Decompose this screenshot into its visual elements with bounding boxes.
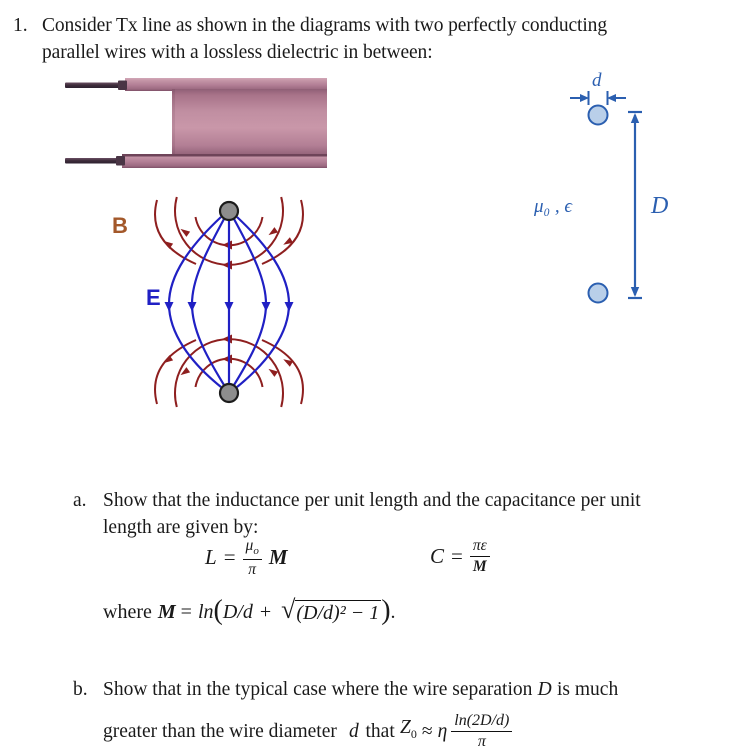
bottom-wire-circle [589,284,608,303]
d-dimension [570,91,626,105]
problem-title [13,12,713,66]
d-symbol: d [348,720,359,742]
D-over-d-arg: D/d [222,600,253,623]
top-wire-circle [589,106,608,125]
D-symbol: D [537,679,552,700]
close-paren: ) [381,595,391,626]
d-dimension-arrowheads [580,94,616,102]
where-M-definition [103,595,396,626]
M-factor: M [268,545,288,570]
medium-label: μ₀ , ϵ [534,196,573,217]
ln-function: ln [197,600,214,623]
period: . [390,600,396,623]
ln2Dd-over-pi-fraction: $\frac{\ln(2D/d)}{\pi}$ [451,713,512,750]
mu-over-pi-fraction: $\frac{\mu_o}{\pi}$ [243,538,262,578]
Z0-symbol: $Z_0$ [400,717,417,741]
capacitance-formula [430,538,490,574]
part-b-line1: Show that in the typical case where the wire separation D is much [103,679,619,700]
title-line2: parallel wires with a lossless dielectric in between: [42,42,433,63]
equals-sign: = [223,545,236,570]
pi-eps-over-M-fraction: $\frac{\pi\varepsilon}{M}$ [470,538,490,574]
part-b-line2: greater than the wire diameter d that $Z_0$ ≈ η $\frac{\ln(2D/d)}{\pi}$ [103,708,618,754]
D-label: D [651,193,669,219]
part-a [73,487,723,541]
wire-separation-figure [528,70,683,315]
approx-sign: ≈ [421,720,433,742]
d-label: d [592,70,602,91]
L-symbol: L [205,545,217,570]
title-line1: Consider Tx line as shown in the diagrams with two perfectly conducting [42,15,607,36]
sqrt-sign: √ [281,595,296,624]
part-a-label: a. [73,490,87,511]
where-word: where [103,600,152,623]
D-dimension [628,112,642,298]
conductor-wires [65,81,127,166]
inductance-formula [205,538,288,578]
equals-sign: = [451,543,463,568]
M-symbol: M [157,600,176,623]
eta-symbol: η [437,720,448,742]
problem-statement [42,12,607,66]
dielectric-slab [122,78,327,168]
sqrt-radicand: (D/d)² − 1 [296,601,380,624]
bottom-conductor [220,384,238,402]
e-field-label: E [146,285,161,310]
equals-sign: = [180,600,192,623]
part-a-text [103,487,641,541]
field-lines-figure [88,186,353,414]
C-symbol: C [430,543,445,568]
part-b-text [103,676,618,754]
open-paren: ( [213,595,223,626]
part-b-label: b. [73,679,88,700]
problem-number: 1. [13,15,28,36]
part-a-line1: Show that the inductance per unit length and the capacitance per unit [103,490,641,511]
top-conductor [220,202,238,220]
tx-line-3d-figure [63,76,329,171]
part-b [73,676,723,754]
e-field-arrowheads [165,302,294,312]
plus-sign: + [259,600,272,623]
b-field-label: B [112,213,128,238]
part-a-line2: length are given by: [103,517,259,538]
